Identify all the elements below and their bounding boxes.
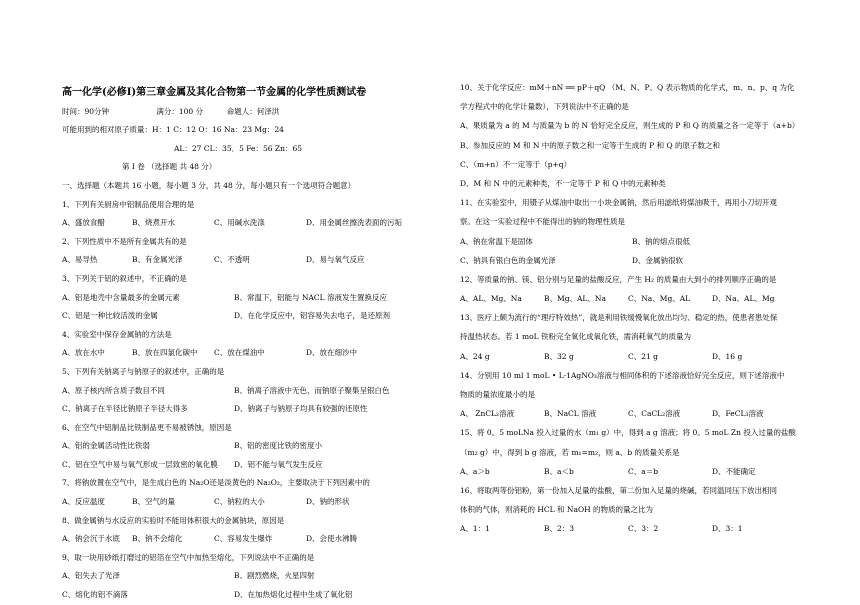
question-text: 11、在实验室中，用镊子从煤油中取出一小块金属钠，然后用滤纸将煤油吸干，再用小刀切开观	[460, 198, 778, 208]
option-row	[460, 519, 812, 538]
answer-option: C、不透明	[214, 255, 250, 265]
answer-option: A、 ZnCL₂溶液	[460, 409, 515, 419]
question-text: 5、下列有关钠离子与钠原子的叙述中，正确的是	[62, 366, 225, 376]
option-row	[62, 530, 434, 549]
option-row	[460, 232, 812, 251]
exam-author: 命题人：何泽洪	[226, 106, 280, 116]
option-row	[62, 307, 434, 326]
answer-option: A、钠会沉于水底	[62, 534, 120, 544]
answer-option: D、FeCL₃溶液	[712, 409, 764, 419]
question-text: B、参加反应的 M 和 N 中的原子数之和一定等于生成的 P 和 Q 的原子数之和	[460, 140, 721, 150]
option-row	[62, 289, 434, 308]
answer-option: D、铝不能与氧气发生反应	[234, 459, 323, 469]
answer-option: B、常温下，铝能与 NACL 溶液发生置换反应	[234, 292, 387, 302]
answer-option: C、3：2	[628, 524, 659, 534]
answer-option: A、AL、Mg、Na	[460, 294, 522, 304]
section-heading: 第 I 卷 （选择题 共 48 分）	[122, 162, 217, 172]
answer-option: D、易与氧气反应	[306, 255, 365, 265]
question-text: 3、下列关于铝的叙述中，不正确的是	[62, 273, 187, 283]
option-row	[460, 289, 812, 308]
answer-option: D、在加热熔化过程中生成了氧化铝	[234, 590, 353, 600]
option-row	[460, 251, 812, 270]
answer-option: D、钠的形状	[306, 497, 350, 507]
answer-option: D、在化学反应中，铝容易失去电子，是还原剂	[234, 311, 391, 321]
question-text: 8、做金属钠与水反应的实验时不能用体积很大的金属钠块，原因是	[62, 515, 285, 525]
answer-option: A、放在水中	[62, 348, 105, 358]
answer-option: B、Mg、AL、Na	[544, 294, 606, 304]
answer-option: B、放在四氯化碳中	[132, 348, 198, 358]
question-text: 12、等质量的钠、镁、铝分别与足量的盐酸反应，产生 H₂ 的质量由大到小的排列顺序正确的是	[460, 274, 777, 284]
answer-option: A、24 g	[460, 351, 490, 361]
question-text: 学方程式中的化学计量数），下列说法中不正确的是	[460, 102, 629, 112]
question-text: 6、在空气中铝制品比铁制品更不易被锈蚀，原因是	[62, 422, 232, 432]
question-text: 7、将钠放置在空气中，是生成白色的 Na₂O还是淡黄色的 Na₂O₂，主要取决于下列因素中的	[62, 478, 370, 488]
question-text: 10、关于化学反应：mM＋nN ══ pP＋qQ （M、N、P、Q 表示物质的化学式，m、n、p、q 为化	[460, 83, 795, 92]
answer-option: A、反应温度	[62, 497, 105, 507]
answer-option: C、钠粒的大小	[214, 497, 265, 507]
option-row	[62, 400, 434, 419]
answer-option: A、a＞b	[460, 466, 490, 476]
option-row	[62, 382, 434, 401]
answer-option: C、铝在空气中易与氧气形成一层致密的氧化膜	[62, 459, 218, 469]
exam-time: 时间：90分钟	[62, 106, 110, 116]
question-text: 2、下列性质中不是所有金属共有的是	[62, 236, 187, 246]
answer-option: D、放在细沙中	[306, 348, 358, 358]
answer-option: B、钠的熔点很低	[632, 236, 691, 246]
answer-option: C、钠具有银白色的金属光泽	[460, 255, 556, 265]
answer-option: A、易导热	[62, 255, 98, 265]
question-text: C、（m+n）不一定等于（p+q）	[460, 159, 572, 169]
option-row	[62, 344, 434, 363]
question-text: 察。在这一实验过程中不能得出的钠的物理性质是	[460, 217, 625, 227]
answer-option: D、会使水沸腾	[306, 534, 358, 544]
right-column	[460, 78, 812, 539]
instructions: 一、选择题（本题共 16 小题，每小题 3 分，共 48 分，每小题只有一个选项符合题意）	[62, 180, 356, 190]
answer-option: A、原子核内所含质子数目不同	[62, 385, 165, 395]
option-row	[62, 214, 434, 233]
answer-option: C、用碱水洗涤	[214, 218, 265, 228]
answer-option: B、剧烈燃烧，火星四射	[234, 571, 315, 581]
answer-option: B、2：3	[544, 524, 575, 534]
answer-option: D、金属钠很软	[632, 255, 684, 265]
option-row	[62, 251, 434, 270]
answer-option: C、容易发生爆炸	[214, 534, 273, 544]
answer-option: B、烧煮开水	[132, 218, 176, 228]
answer-option: C、钠离子在半径比钠原子半径大得多	[62, 404, 188, 414]
answer-option: D、16 g	[712, 351, 743, 361]
answer-option: A、1：1	[460, 524, 490, 534]
option-row	[460, 404, 812, 423]
option-row	[62, 456, 434, 475]
answer-option: A、钠在常温下是固体	[460, 236, 533, 246]
answer-option: B、有金属光泽	[132, 255, 183, 265]
question-text: 13、医疗上颇为流行的“理疗特效热”，就是利用铁缓慢氧化放出均匀、稳定的热，使患者患处保	[460, 313, 778, 323]
answer-option: B、a＜b	[544, 466, 574, 476]
exam-meta	[62, 103, 434, 122]
answer-option: B、空气的量	[132, 497, 176, 507]
answer-option: A、铝的金属活动性比铁弱	[62, 441, 150, 451]
answer-option: C、放在煤油中	[214, 348, 265, 358]
question-text: 9、取一块用砂纸打磨过的铝箔在空气中加热至熔化，下列说法中不正确的是	[62, 552, 315, 562]
question-text: 物质的量浓度最小的是	[460, 390, 535, 399]
option-row	[460, 347, 812, 366]
answer-option: D、Na、AL、Mg	[712, 294, 775, 304]
answer-option: C、铝是一种比较活泼的金属	[62, 311, 158, 321]
answer-option: B、铝的密度比铁的密度小	[234, 441, 323, 451]
question-text: 14、分别用 10 ml 1 moL • L-1AgNO₃溶液与相同体积的下述溶液恰好完全反应，则下述溶液中	[460, 370, 785, 380]
atomic-masses-line-1: 可能用到的相对原子质量：H：1 C：12 O：16 Na：23 Mg：24	[62, 125, 284, 135]
left-column	[62, 84, 434, 605]
atomic-masses-line-2: AL：27 CL：35．5 Fe：56 Zn：65	[174, 143, 302, 153]
right-question-list	[460, 78, 812, 539]
option-row	[460, 462, 812, 481]
option-row	[62, 567, 434, 586]
option-row	[62, 493, 434, 512]
answer-option: D、不能确定	[712, 466, 756, 476]
answer-option: A、铝是地壳中含量最多的金属元素	[62, 292, 180, 302]
answer-option: C、CaCL₂溶液	[628, 409, 681, 419]
answer-option: C、a＝b	[628, 466, 659, 476]
answer-option: D、钠离子与钠原子均具有较强的还原性	[234, 404, 368, 414]
answer-option: A、盛放食醋	[62, 218, 105, 228]
question-text: 4、实验室中保存金属钠的方法是	[62, 329, 172, 339]
option-row	[62, 437, 434, 456]
answer-option: B、NaCL 溶液	[544, 409, 597, 419]
answer-option: C、Na、Mg、AL	[628, 294, 691, 304]
answer-option: C、熔化的铝不滴落	[62, 590, 128, 600]
question-text: 15、将 0。5 moLNa 投入过量的水（m₁ g）中，得到 a g 溶液；将 0。5 moL Zn 投入过量的盐酸	[460, 428, 796, 438]
answer-option: D、用金属丝擦洗表面的污垢	[306, 218, 403, 228]
answer-option: A、铝失去了光泽	[62, 571, 120, 581]
exam-score: 满分：100 分	[156, 106, 204, 116]
option-row	[62, 586, 434, 605]
answer-option: D、3：1	[712, 524, 743, 534]
left-question-list	[62, 196, 434, 605]
answer-option: B、钠离子溶液中无色，而钠原子聚集呈银白色	[234, 385, 390, 395]
question-text: 体积的气体，则消耗的 HCL 和 NaOH 的物质的量之比为	[460, 505, 654, 515]
answer-option: B、32 g	[544, 351, 574, 361]
question-text: 1、下列有关厨房中铝制品使用合理的是	[62, 199, 195, 209]
question-text: 16、将取两等份铝粉，第一份加入足量的盐酸，第二份加入足量的烧碱，若同温同压下放出相同	[460, 485, 778, 495]
answer-option: B、钠不会熔化	[132, 534, 183, 544]
question-text: （m₂ g）中，得到 b g 溶液，若 m₁=m₂，则 a、b 的质量关系是	[460, 447, 680, 457]
question-text: 持温热状态。若 1 moL 铁粉完全氧化成氧化铁，需消耗氧气的质量为	[460, 332, 692, 342]
question-text: A、果质量为 a 的 M 与质量为 b 的 N 恰好完全反应，则生成的 P 和 Q 的质量之各一定等于（a+b）	[460, 121, 800, 131]
question-text: D、M 和 N 中的元素种类，不一定等于 P 和 Q 中的元素种类	[460, 178, 666, 188]
answer-option: C、21 g	[628, 351, 658, 361]
exam-title: 高一化学(必修I)第三章金属及其化合物第一节金属的化学性质测试卷	[62, 87, 367, 98]
